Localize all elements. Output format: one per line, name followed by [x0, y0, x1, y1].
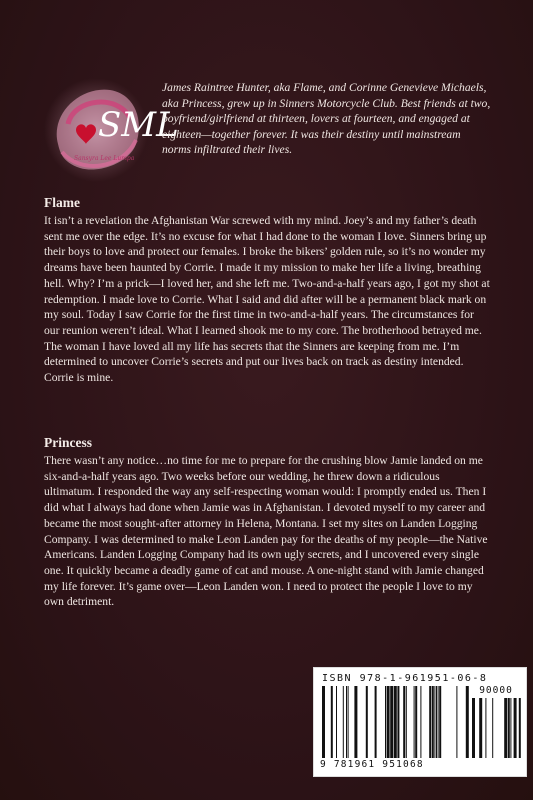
barcode-addon-number: 90000 — [479, 685, 513, 696]
barcode-addon-bars — [472, 698, 520, 758]
isbn-label: ISBN 978-1-961951-06-8 — [322, 673, 488, 684]
princess-heading: Princess — [44, 435, 92, 450]
logo-letters: SML — [98, 105, 179, 145]
flame-heading: Flame — [44, 195, 80, 210]
princess-section — [44, 435, 492, 610]
flame-body: It isn’t a revelation the Afghanistan War screwed with my mind. Joey’s and my father’s death sent me over the edge. It’s no excuse for what I had done to the woman I love. Sinners bring up their boys to love and protect our females. I broke the bikers’ golden rule, so it’s no wonder my dreams have been haunted by Corrie. I made it my mission to make her life a living, breathing hell. Why? I’m a prick—I loved her, and she left me. Two-and-a-half years ago, I got my shot at redemption. I made love to Corrie. What I said and did after will be a permanent black mark on my soul. Today I saw Corrie for the first time in two-and-a-half years. The circumstances for our reunion weren’t ideal. What I learned shook me to my core. The brotherhood betrayed me. The woman I have loved all my life has secrets that the Sinners are keeping from me. I’m determined to uncover Corrie’s secrets and put our lives back on track as destiny intended. Corrie is mine. — [44, 214, 490, 385]
logo-tagline: Sansyra Lee Lumpa — [74, 155, 135, 162]
isbn-barcode — [313, 667, 527, 777]
blurb-text: James Raintree Hunter, aka Flame, and Corinne Genevieve Michaels, aka Princess, grew up in Sinners Motorcycle Club. Best friends at two, boyfriend/girlfriend at thirteen, lovers at fourteen, and engaged at eighteen—together forever. It was their destiny until mainstream norms infiltrated their lives. — [162, 81, 491, 157]
barcode-digits: 9 781961 951068 — [320, 759, 424, 770]
author-logo — [40, 74, 179, 186]
flame-section — [44, 195, 492, 386]
princess-body: There wasn’t any notice…no time for me to prepare for the crushing blow Jamie landed on me six-and-a-half years ago. Two weeks before our wedding, he threw down a ridiculous ultimatum. I responded the way any self-respecting woman would: I promptly ended us. Then I did what I always had done when Jamie was in Afghanistan. I devoted myself to my career and became the most sought-after attorney in Helena, Montana. I set my sites on Landen Logging Company. I was determined to make Leon Landen pay for the deaths of my people—the Native Americans. Landen Logging Company had its own ugly secrets, and I uncovered every single one. It quickly became a deadly game of cat and mouse. A one-night stand with Jamie changed my life forever. It’s game over—Leon Landen won. I need to protect the people I love to my own detriment. — [44, 454, 488, 609]
barcode-bars — [322, 686, 466, 758]
